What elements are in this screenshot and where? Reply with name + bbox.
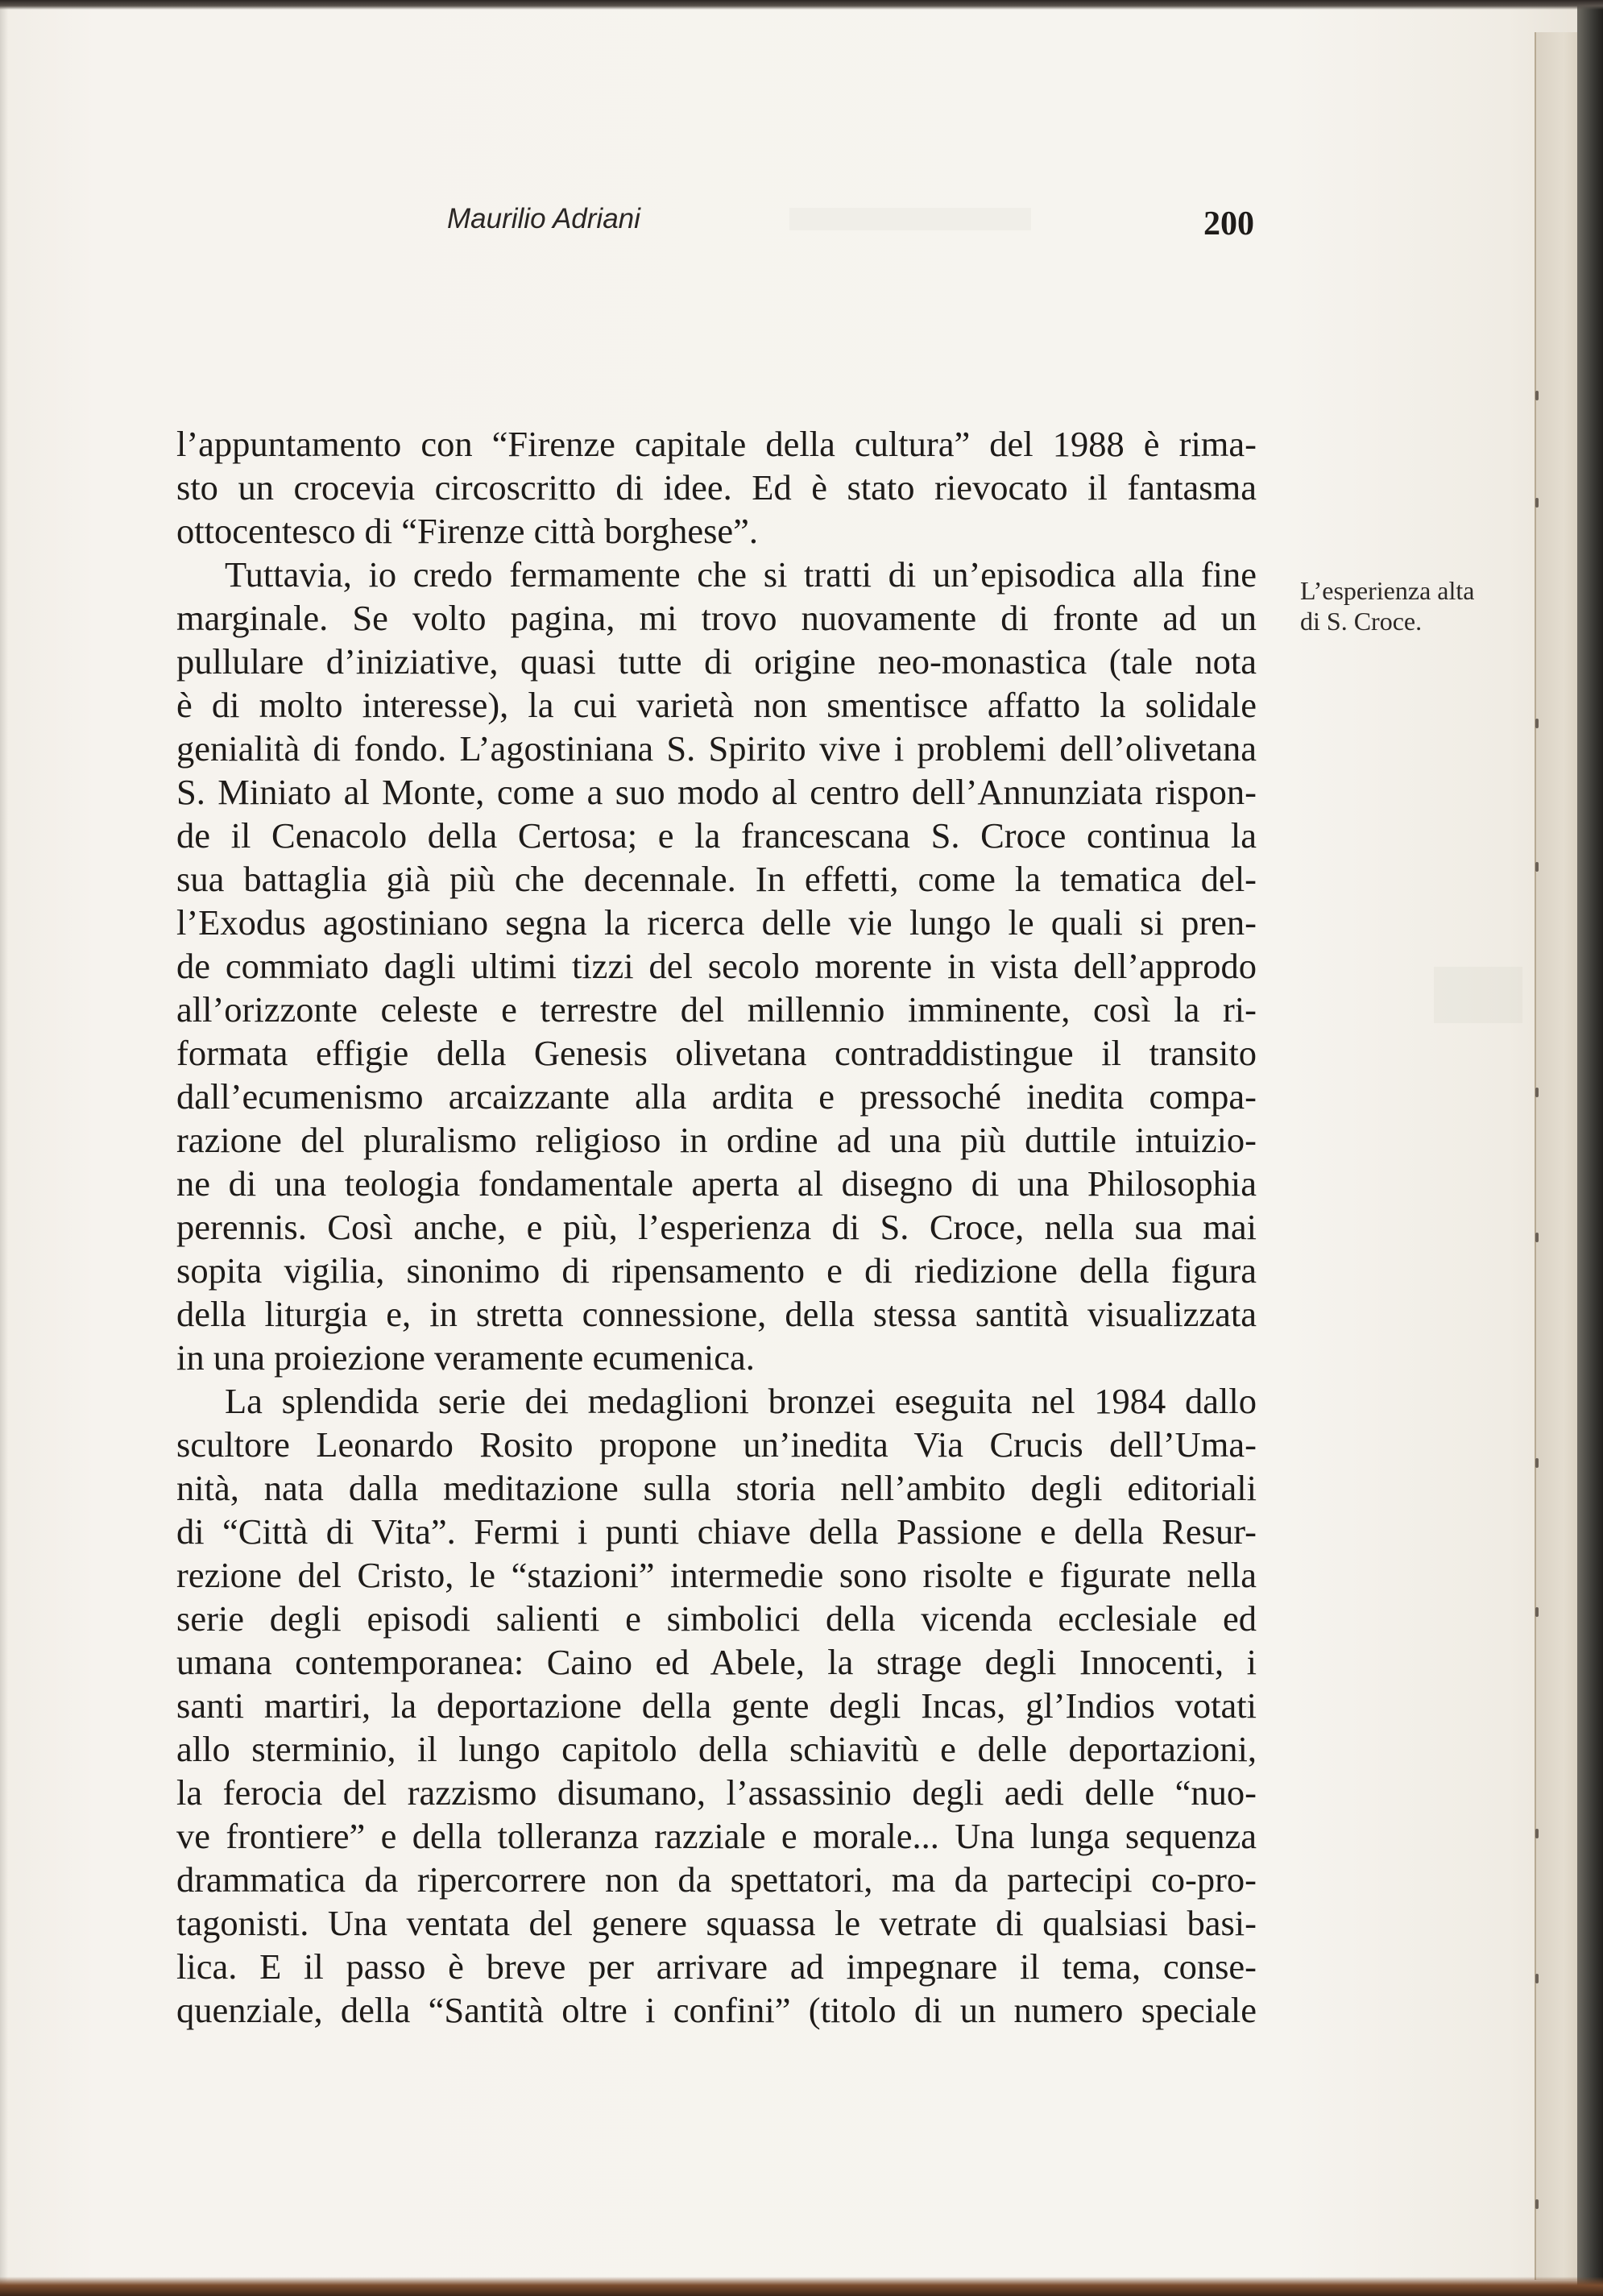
book-spine xyxy=(1577,0,1603,2296)
text-line: razione del pluralismo religioso in ordine ad una più duttile intuizio- xyxy=(176,1120,1257,1160)
paper-speck xyxy=(1535,862,1539,872)
text-line: di “Città di Vita”. Fermi i punti chiave della Passione e della Resur- xyxy=(176,1511,1257,1552)
text-line: S. Miniato al Monte, come a suo modo al centro dell’Annunziata rispon- xyxy=(176,772,1257,812)
margin-note xyxy=(1300,575,1518,636)
text-line: marginale. Se volto pagina, mi trovo nuovamente di fronte ad un xyxy=(176,598,1257,638)
text-line: dall’ecumenismo arcaizzante alla ardita e pressoché inedita compa- xyxy=(176,1076,1257,1117)
text-line: tagonisti. Una ventata del genere squassa le vetrate di qualsiasi basi- xyxy=(176,1903,1257,1943)
page-number: 200 xyxy=(1203,205,1254,242)
text-line: umana contemporanea: Caino ed Abele, la strage degli Innocenti, i xyxy=(176,1642,1257,1682)
text-line: ottocentesco di “Firenze città borghese”. xyxy=(176,511,759,551)
paper-speck xyxy=(1535,391,1539,400)
paper-speck xyxy=(1535,2199,1539,2209)
paper-speck xyxy=(1535,1233,1539,1242)
paper-speck xyxy=(1535,1088,1539,1097)
text-line: drammatica da ripercorrere non da spettatori, ma da partecipi co-pro- xyxy=(176,1859,1257,1900)
text-line: la ferocia del razzismo disumano, l’assassinio degli aedi delle “nuo- xyxy=(176,1772,1257,1813)
text-line: Tuttavia, io credo fermamente che si tratti di un’episodica alla fine xyxy=(225,554,1257,595)
paper-speck xyxy=(1535,1607,1539,1617)
text-line: lica. E il passo è breve per arrivare ad impegnare il tema, conse- xyxy=(176,1946,1257,1987)
running-head-author: Maurilio Adriani xyxy=(447,203,640,234)
text-line: formata effigie della Genesis olivetana contraddistingue il transito xyxy=(176,1033,1257,1073)
paper-speck xyxy=(1535,498,1539,508)
bleed-through-shadow xyxy=(789,208,1031,230)
paper-speck xyxy=(1535,1974,1539,1983)
text-line: santi martiri, la deportazione della gente degli Incas, gl’Indios votati xyxy=(176,1685,1257,1726)
text-line: sto un crocevia circoscritto di idee. Ed è stato rievocato il fantasma xyxy=(176,467,1257,508)
paper-speck xyxy=(1535,1829,1539,1838)
text-line: rezione del Cristo, le “stazioni” intermedie sono risolte e figurate nella xyxy=(176,1555,1257,1595)
text-line: allo sterminio, il lungo capitolo della schiavitù e delle deportazioni, xyxy=(176,1729,1257,1769)
text-line: in una proiezione veramente ecumenica. xyxy=(176,1337,755,1378)
margin-note-line: di S. Croce. xyxy=(1300,607,1423,636)
paper-speck xyxy=(1535,1458,1539,1468)
text-line: quenziale, della “Santità oltre i confini” (titolo di un numero speciale xyxy=(176,1990,1257,2030)
bottom-dark-edge xyxy=(0,2277,1603,2296)
text-line: sua battaglia già più che decennale. In effetti, come la tematica del- xyxy=(176,859,1257,899)
text-line: all’orizzonte celeste e terrestre del millennio imminente, così la ri- xyxy=(176,989,1257,1030)
page-left-edge xyxy=(0,0,8,2296)
text-line: nità, nata dalla meditazione sulla storia nell’ambito degli editoriali xyxy=(176,1468,1257,1508)
text-line: genialità di fondo. L’agostiniana S. Spirito vive i problemi dell’olivetana xyxy=(176,728,1257,769)
paper-speck xyxy=(1535,719,1539,728)
text-line: La splendida serie dei medaglioni bronzei eseguita nel 1984 dallo xyxy=(225,1381,1257,1421)
text-line: pullulare d’iniziative, quasi tutte di origine neo-monastica (tale nota xyxy=(176,641,1257,682)
text-line: perennis. Così anche, e più, l’esperienza di S. Croce, nella sua mai xyxy=(176,1207,1257,1247)
body-text xyxy=(176,422,1257,2032)
text-line: della liturgia e, in stretta connessione, della stessa santità visualizzata xyxy=(176,1294,1257,1334)
text-line: ve frontiere” e della tolleranza razziale e morale... Una lunga sequenza xyxy=(176,1816,1257,1856)
text-line: è di molto interesse), la cui varietà non smentisce affatto la solidale xyxy=(176,685,1257,725)
text-line: sopita vigilia, sinonimo di ripensamento e di riedizione della figura xyxy=(176,1250,1257,1291)
text-line: l’Exodus agostiniano segna la ricerca delle vie lungo le quali si pren- xyxy=(176,902,1257,943)
top-dark-edge xyxy=(0,0,1603,10)
bleed-through-shadow xyxy=(1434,967,1522,1023)
text-line: de commiato dagli ultimi tizzi del secolo morente in vista dell’approdo xyxy=(176,946,1257,986)
text-line: scultore Leonardo Rosito propone un’inedita Via Crucis dell’Uma- xyxy=(176,1424,1257,1465)
margin-note-line: L’esperienza alta xyxy=(1300,576,1475,605)
text-line: l’appuntamento con “Firenze capitale della cultura” del 1988 è rima- xyxy=(176,424,1257,464)
text-line: serie degli episodi salienti e simbolici della vicenda ecclesiale ed xyxy=(176,1598,1257,1639)
text-line: de il Cenacolo della Certosa; e la francescana S. Croce continua la xyxy=(176,815,1257,856)
text-line: ne di una teologia fondamentale aperta al disegno di una Philosophia xyxy=(176,1163,1257,1204)
